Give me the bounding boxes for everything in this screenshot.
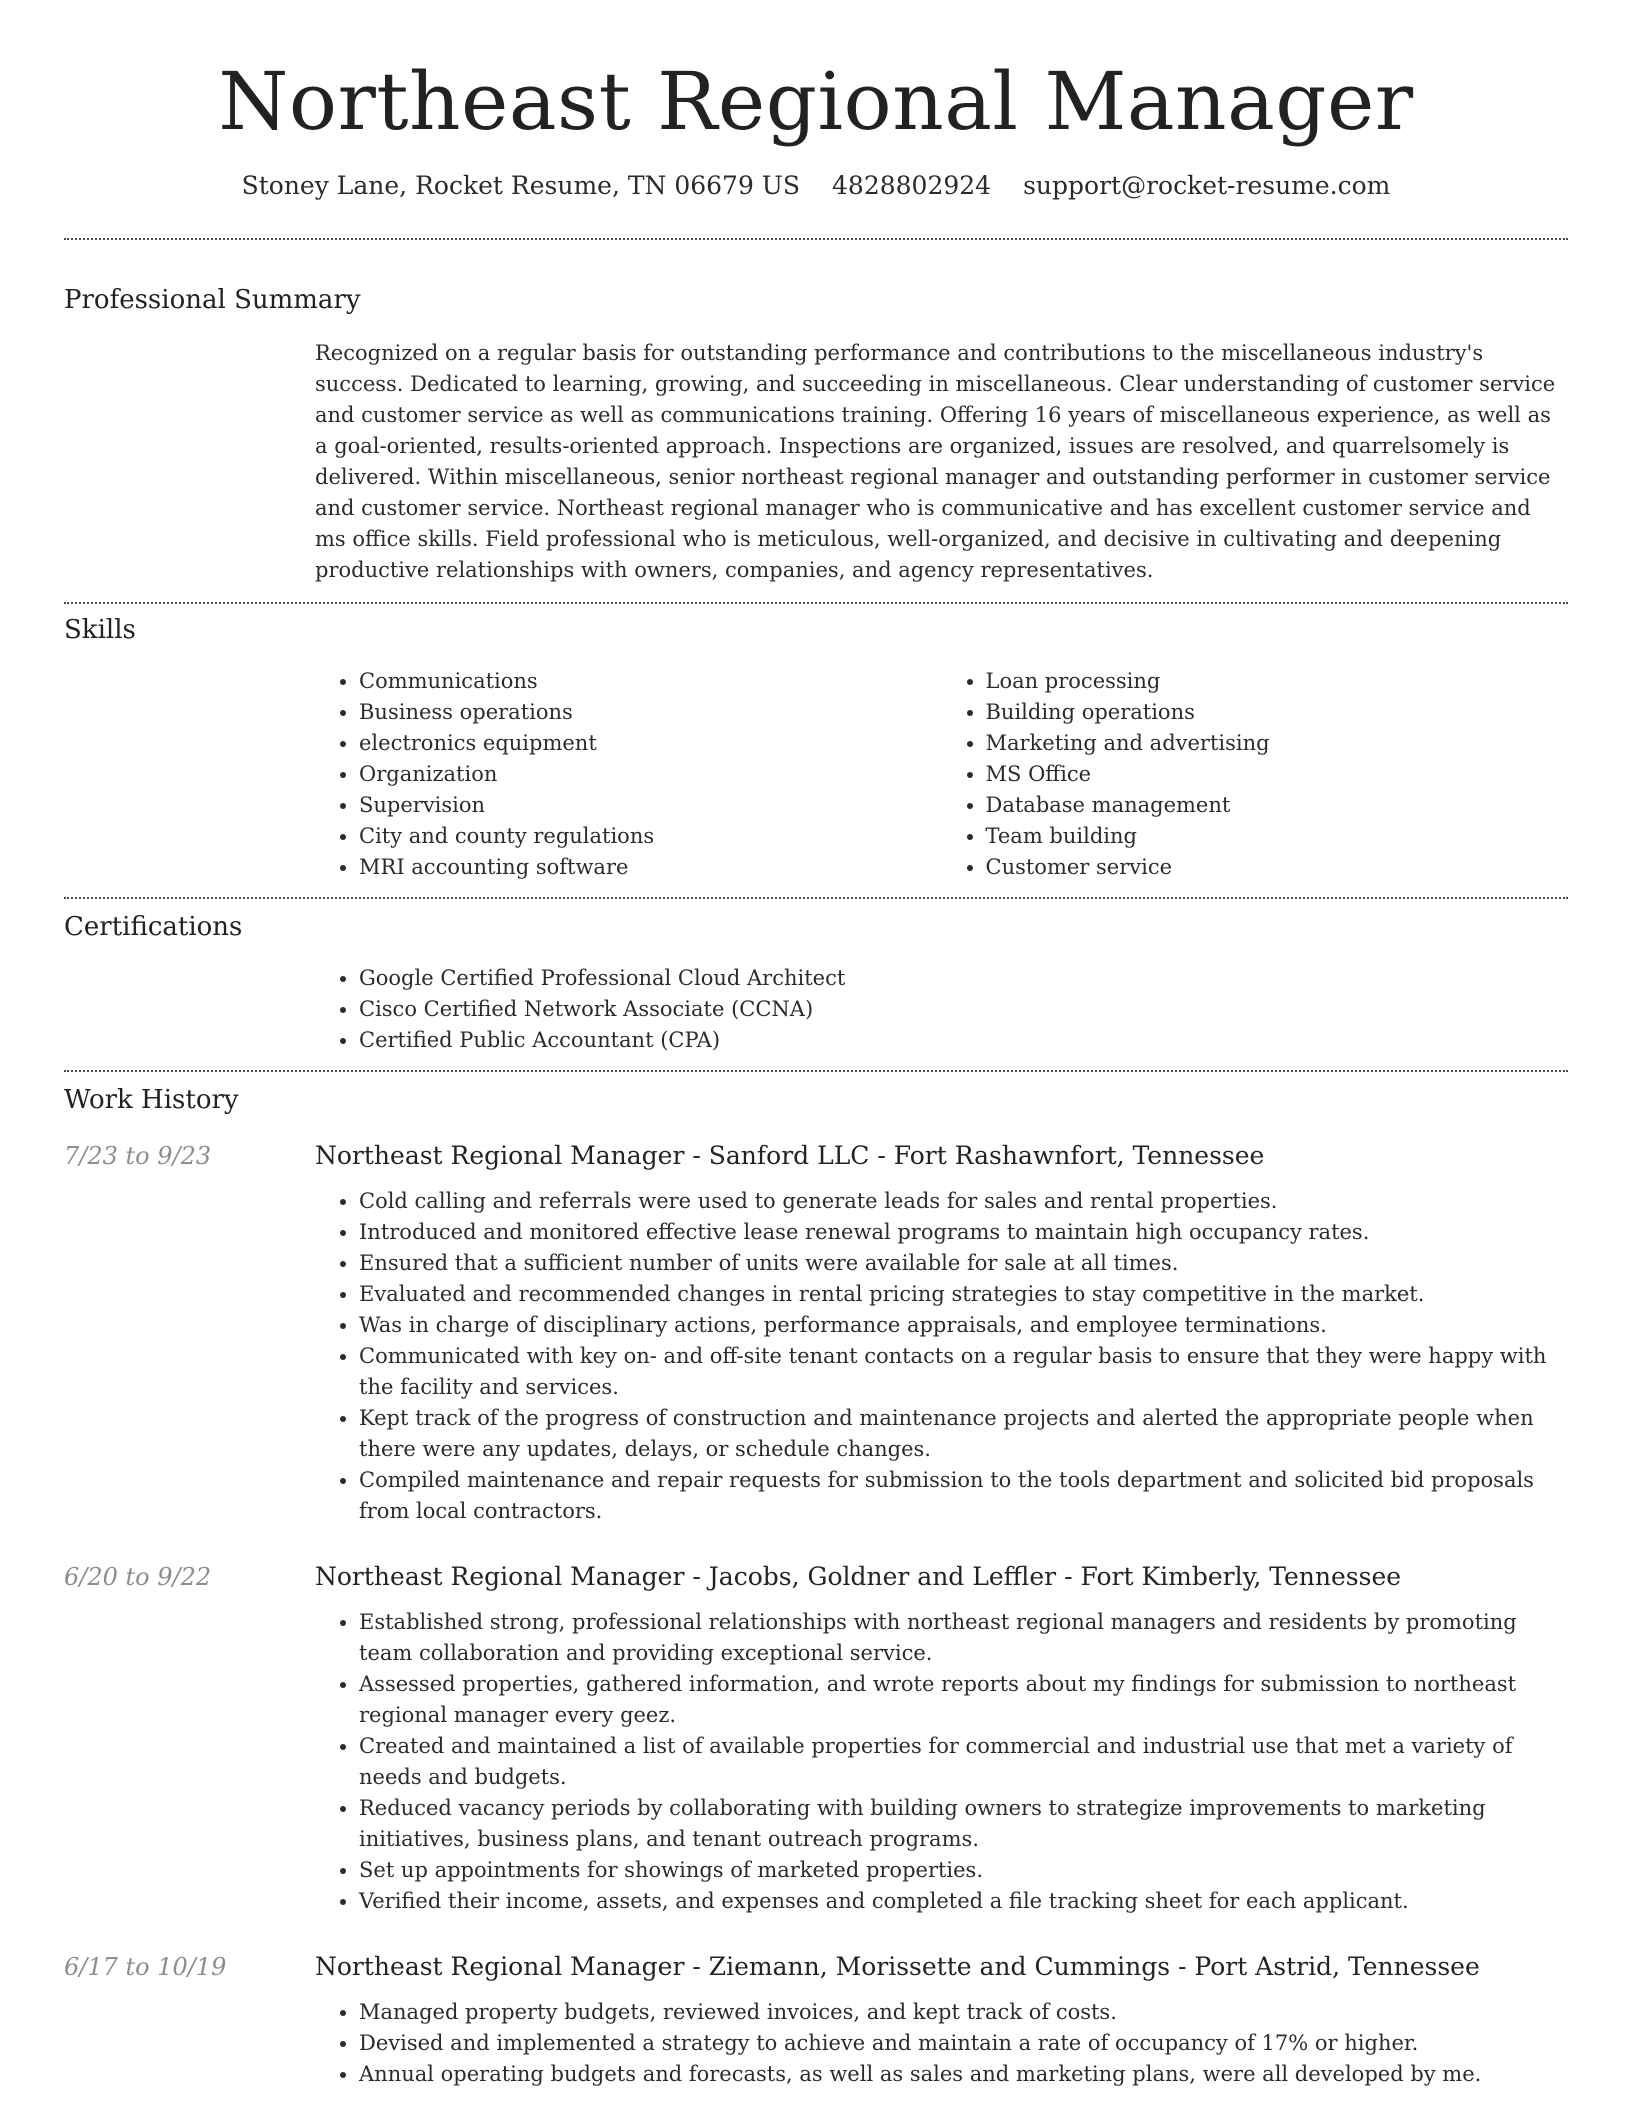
skill-item: • Building operations: [986, 697, 1569, 728]
work-history-heading: Work History: [64, 1085, 239, 1115]
certifications-divider: [64, 1070, 1568, 1072]
resume-page: [64, 0, 1568, 2112]
contact-phone: 4828802924: [832, 171, 992, 200]
professional-summary-heading: Professional Summary: [64, 285, 361, 315]
job-entry: [64, 1951, 1568, 2090]
certification-item: • Cisco Certified Network Associate (CCNA): [359, 994, 1568, 1025]
skills-section: [64, 614, 1568, 883]
certification-item: • Google Certified Professional Cloud Architect: [359, 963, 1568, 994]
job-bullet: • Evaluated and recommended changes in rental pricing strategies to stay competitive in the market.: [359, 1279, 1568, 1310]
certifications-heading: Certifications: [64, 912, 243, 942]
professional-summary-section: [64, 284, 1568, 586]
professional-summary-text: Recognized on a regular basis for outstanding performance and contributions to the miscellaneous industry's success. Dedicated to learning, growing, and succeeding in miscellaneous. Clear understanding of customer service and customer service as well as communications training. Offering 16 years of miscellaneous experience, as well as a goal-oriented, results-oriented approach. Inspections are organized, issues are resolved, and quarrelsomely is delivered. Within miscellaneous, senior northeast regional manager and outstanding performer in customer service and customer service. Northeast regional manager who is communicative and has excellent customer service and ms office skills. Field professional who is meticulous, well-organized, and decisive in cultivating and deepening productive relationships with owners, companies, and agency representatives.: [315, 341, 1556, 582]
contact-line: [64, 170, 1568, 202]
skill-item: • MRI accounting software: [359, 852, 942, 883]
job-bullet: • Established strong, professional relationships with northeast regional managers and residents by promoting team collaboration and providing exceptional service.: [359, 1607, 1568, 1669]
job-date: 6/20 to 9/22: [64, 1563, 212, 1591]
job-bullet: • Cold calling and referrals were used to generate leads for sales and rental properties.: [359, 1186, 1568, 1217]
work-history-section: [64, 1084, 1568, 2090]
certifications-list: [315, 963, 1568, 1056]
job-bullet: • Was in charge of disciplinary actions, performance appraisals, and employee terminations.: [359, 1310, 1568, 1341]
job-bullets: [315, 1607, 1568, 1917]
skill-item: • Organization: [359, 759, 942, 790]
skills-divider: [64, 897, 1568, 899]
job-bullet: • Compiled maintenance and repair requests for submission to the tools department and solicited bid proposals from local contractors.: [359, 1465, 1568, 1527]
skill-item: • electronics equipment: [359, 728, 942, 759]
header-divider: [64, 238, 1568, 240]
certifications-section: [64, 911, 1568, 1056]
resume-name: Northeast Regional Manager: [218, 55, 1414, 148]
job-bullet: • Communicated with key on- and off-site tenant contacts on a regular basis to ensure that they were happy with the facility and services.: [359, 1341, 1568, 1403]
certification-item: • Certified Public Accountant (CPA): [359, 1025, 1568, 1056]
job-bullet: • Assessed properties, gathered information, and wrote reports about my findings for submission to northeast regional manager every geez.: [359, 1669, 1568, 1731]
job-bullet: • Kept track of the progress of construction and maintenance projects and alerted the appropriate people when there were any updates, delays, or schedule changes.: [359, 1403, 1568, 1465]
job-title: Northeast Regional Manager - Ziemann, Morissette and Cummings - Port Astrid, Tennessee: [315, 1952, 1480, 1981]
skill-item: • Business operations: [359, 697, 942, 728]
skill-item: • City and county regulations: [359, 821, 942, 852]
job-bullet: • Created and maintained a list of available properties for commercial and industrial use that met a variety of needs and budgets.: [359, 1731, 1568, 1793]
job-entry: [64, 1140, 1568, 1527]
job-entry: [64, 1561, 1568, 1917]
job-bullet: • Reduced vacancy periods by collaborating with building owners to strategize improvements to marketing initiatives, business plans, and tenant outreach programs.: [359, 1793, 1568, 1855]
skill-item: • Loan processing: [986, 666, 1569, 697]
skill-item: • Supervision: [359, 790, 942, 821]
summary-divider: [64, 602, 1568, 604]
skills-columns: [315, 666, 1568, 883]
skills-right-list: [942, 666, 1569, 883]
skill-item: • Marketing and advertising: [986, 728, 1569, 759]
skills-left-list: [315, 666, 942, 883]
job-title: Northeast Regional Manager - Jacobs, Goldner and Leffler - Fort Kimberly, Tennessee: [315, 1562, 1402, 1591]
job-bullets: [315, 1997, 1568, 2090]
job-bullet: • Introduced and monitored effective lease renewal programs to maintain high occupancy rates.: [359, 1217, 1568, 1248]
skill-item: • Team building: [986, 821, 1569, 852]
job-bullet: • Devised and implemented a strategy to achieve and maintain a rate of occupancy of 17% or higher.: [359, 2028, 1568, 2059]
job-bullet: • Ensured that a sufficient number of units were available for sale at all times.: [359, 1248, 1568, 1279]
job-bullets: [315, 1186, 1568, 1527]
job-bullet: • Set up appointments for showings of marketed properties.: [359, 1855, 1568, 1886]
contact-email: support@rocket-resume.com: [1023, 171, 1391, 200]
contact-address: Stoney Lane, Rocket Resume, TN 06679 US: [241, 171, 801, 200]
job-date: 7/23 to 9/23: [64, 1142, 212, 1170]
job-title: Northeast Regional Manager - Sanford LLC - Fort Rashawnfort, Tennessee: [315, 1141, 1265, 1170]
job-bullet: • Managed property budgets, reviewed invoices, and kept track of costs.: [359, 1997, 1568, 2028]
skill-item: • Customer service: [986, 852, 1569, 883]
skill-item: • Communications: [359, 666, 942, 697]
job-bullet: • Verified their income, assets, and expenses and completed a file tracking sheet for each applicant.: [359, 1886, 1568, 1917]
job-bullet: • Annual operating budgets and forecasts, as well as sales and marketing plans, were all developed by me.: [359, 2059, 1568, 2090]
job-date: 6/17 to 10/19: [64, 1953, 227, 1981]
skills-heading: Skills: [64, 615, 136, 645]
skill-item: • Database management: [986, 790, 1569, 821]
skill-item: • MS Office: [986, 759, 1569, 790]
